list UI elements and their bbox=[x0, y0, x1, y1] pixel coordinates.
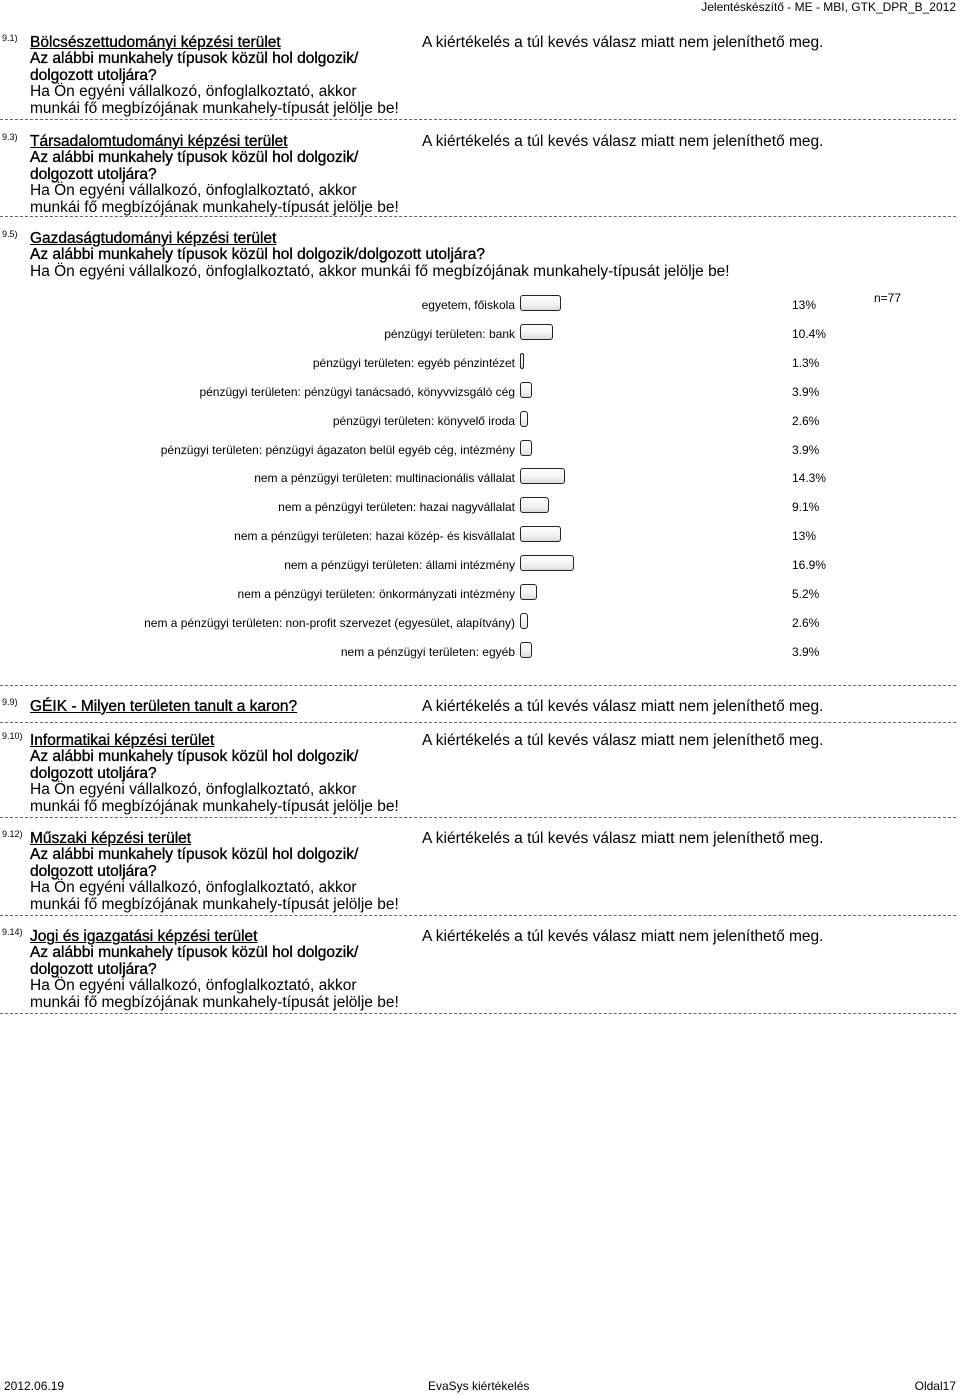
chart-category-label: pénzügyi területen: bank bbox=[384, 326, 515, 341]
chart-bar bbox=[520, 353, 524, 369]
question-prompt: Az alábbi munkahely típusok közül hol dolgozik/ bbox=[30, 748, 359, 766]
insufficient-responses-notice: A kiértékelés a túl kevés válasz miatt nem jeleníthető meg. bbox=[422, 34, 824, 51]
insufficient-responses-notice: A kiértékelés a túl kevés válasz miatt nem jeleníthető meg. bbox=[422, 133, 824, 150]
chart-value-label: 13% bbox=[792, 298, 817, 312]
chart-row bbox=[0, 555, 960, 575]
chart-category-label: nem a pénzügyi területen: non-profit szervezet (egyesület, alapítvány) bbox=[144, 615, 515, 630]
chart-bar bbox=[520, 411, 528, 427]
chart-value-label: 10.4% bbox=[792, 326, 827, 341]
chart-row bbox=[0, 526, 960, 546]
question-number: 9.12) bbox=[2, 829, 23, 839]
chart-value-label: 13% bbox=[792, 529, 817, 544]
chart-row bbox=[0, 584, 960, 604]
chart-value-label: 2.6% bbox=[792, 615, 820, 630]
chart-bar bbox=[520, 555, 574, 571]
question-title: Jogi és igazgatási képzési terület bbox=[30, 928, 258, 945]
chart-bar bbox=[520, 584, 537, 600]
question-instruction-cont: munkái fő megbízójának munkahely-típusát jelölje be! bbox=[30, 198, 399, 216]
question-instruction-cont: munkái fő megbízójának munkahely-típusát jelölje be! bbox=[30, 993, 399, 1011]
insufficient-responses-notice: A kiértékelés a túl kevés válasz miatt nem jeleníthető meg. bbox=[422, 732, 824, 749]
question-instruction-cont: munkái fő megbízójának munkahely-típusát jelölje be! bbox=[30, 99, 399, 117]
question-title: GÉIK - Milyen területen tanult a karon? bbox=[30, 698, 298, 715]
chart-row bbox=[0, 440, 960, 460]
chart-bar bbox=[520, 382, 532, 398]
insufficient-responses-notice: A kiértékelés a túl kevés válasz miatt nem jeleníthető meg. bbox=[422, 830, 824, 847]
chart-bar bbox=[520, 642, 532, 658]
question-prompt: Az alábbi munkahely típusok közül hol dolgozik/dolgozott utoljára? bbox=[30, 246, 485, 264]
chart-value-label: 16.9% bbox=[792, 558, 827, 573]
chart-bar bbox=[520, 497, 549, 513]
chart-bar bbox=[520, 324, 553, 340]
insufficient-responses-notice: A kiértékelés a túl kevés válasz miatt nem jeleníthető meg. bbox=[422, 698, 824, 715]
chart-category-label: pénzügyi területen: egyéb pénzintézet bbox=[312, 355, 515, 370]
sample-size-label: n=77 bbox=[874, 291, 902, 305]
question-instruction: Ha Ön egyéni vállalkozó, önfoglalkoztató, akkor bbox=[30, 83, 357, 101]
chart-category-label: nem a pénzügyi területen: hazai nagyvállalat bbox=[278, 500, 515, 515]
question-text bbox=[30, 35, 399, 117]
question-title: Informatikai képzési terület bbox=[30, 732, 215, 749]
question-text bbox=[30, 929, 399, 1011]
question-number: 9.5) bbox=[2, 229, 18, 239]
question-instruction: Ha Ön egyéni vállalkozó, önfoglalkoztató, akkor munkái fő megbízójának munkahely-típusát jelölje be! bbox=[30, 262, 730, 280]
chart-bar bbox=[520, 613, 528, 629]
chart-value-label: 3.9% bbox=[792, 442, 820, 457]
question-prompt-cont: dolgozott utoljára? bbox=[30, 960, 157, 978]
chart-bar bbox=[520, 295, 561, 311]
chart-category-label: egyetem, főiskola bbox=[421, 298, 515, 312]
chart-category-label: nem a pénzügyi területen: hazai közép- és kisvállalat bbox=[234, 529, 515, 544]
question-prompt-cont: dolgozott utoljára? bbox=[30, 862, 157, 880]
chart-category-label: nem a pénzügyi területen: önkormányzati intézmény bbox=[237, 587, 515, 601]
chart-row bbox=[0, 468, 960, 488]
section-divider bbox=[0, 1013, 956, 1014]
chart-value-label: 3.9% bbox=[792, 644, 820, 659]
chart-row bbox=[0, 411, 960, 431]
chart-value-label: 3.9% bbox=[792, 384, 820, 399]
question-instruction-cont: munkái fő megbízójának munkahely-típusát jelölje be! bbox=[30, 895, 399, 913]
chart-value-label: 2.6% bbox=[792, 413, 820, 428]
question-title: Bölcsészettudományi képzési terület bbox=[30, 34, 281, 51]
footer-title: EvaSys kiértékelés bbox=[428, 1379, 530, 1393]
question-prompt: Az alábbi munkahely típusok közül hol dolgozik/ bbox=[30, 846, 359, 864]
question-text bbox=[30, 231, 950, 280]
chart-row bbox=[0, 353, 960, 373]
chart-category-label: nem a pénzügyi területen: multinacionális vállalat bbox=[254, 471, 515, 486]
chart-row bbox=[0, 324, 960, 344]
chart-row bbox=[0, 382, 960, 402]
question-prompt: Az alábbi munkahely típusok közül hol dolgozik/ bbox=[30, 944, 359, 962]
chart-row bbox=[0, 642, 960, 662]
question-text bbox=[30, 733, 399, 815]
footer-date: 2012.06.19 bbox=[4, 1379, 65, 1393]
chart-value-label: 14.3% bbox=[792, 471, 827, 486]
question-number: 9.10) bbox=[2, 731, 23, 741]
report-header-title: Jelentéskészítő - ME - MBI, GTK_DPR_B_2012 bbox=[701, 0, 956, 14]
question-instruction: Ha Ön egyéni vállalkozó, önfoglalkoztató, akkor bbox=[30, 977, 357, 995]
chart-category-label: pénzügyi területen: pénzügyi ágazaton belül egyéb cég, intézmény bbox=[160, 442, 515, 457]
question-number: 9.1) bbox=[2, 33, 18, 43]
question-instruction: Ha Ön egyéni vállalkozó, önfoglalkoztató, akkor bbox=[30, 781, 357, 799]
question-text bbox=[30, 134, 399, 216]
chart-row bbox=[0, 613, 960, 633]
insufficient-responses-notice: A kiértékelés a túl kevés válasz miatt nem jeleníthető meg. bbox=[422, 928, 824, 945]
chart-category-label: pénzügyi területen: pénzügyi tanácsadó, könyvvizsgáló cég bbox=[199, 384, 515, 399]
question-title: Gazdaságtudományi képzési terület bbox=[30, 230, 277, 247]
question-title: Társadalomtudományi képzési terület bbox=[30, 133, 288, 150]
question-prompt: Az alábbi munkahely típusok közül hol dolgozik/ bbox=[30, 50, 359, 68]
question-number: 9.14) bbox=[2, 927, 23, 937]
chart-category-label: nem a pénzügyi területen: állami intézmény bbox=[284, 558, 515, 573]
question-text bbox=[30, 699, 297, 715]
chart-value-label: 1.3% bbox=[792, 355, 820, 370]
chart-category-label: nem a pénzügyi területen: egyéb bbox=[340, 644, 515, 659]
question-text bbox=[30, 831, 399, 913]
question-instruction: Ha Ön egyéni vállalkozó, önfoglalkoztató, akkor bbox=[30, 879, 357, 897]
question-number: 9.9) bbox=[2, 697, 18, 707]
chart-value-label: 5.2% bbox=[792, 587, 820, 601]
question-title: Műszaki képzési terület bbox=[30, 830, 192, 847]
chart-bar bbox=[520, 468, 565, 484]
chart-bar bbox=[520, 440, 532, 456]
question-instruction: Ha Ön egyéni vállalkozó, önfoglalkoztató, akkor bbox=[30, 182, 357, 200]
question-prompt-cont: dolgozott utoljára? bbox=[30, 66, 157, 84]
section-divider bbox=[0, 722, 956, 723]
question-instruction-cont: munkái fő megbízójának munkahely-típusát jelölje be! bbox=[30, 797, 399, 815]
section-divider bbox=[0, 915, 956, 916]
section-divider bbox=[0, 119, 956, 120]
chart-category-label: pénzügyi területen: könyvelő iroda bbox=[332, 413, 515, 428]
chart-row bbox=[0, 497, 960, 517]
question-prompt-cont: dolgozott utoljára? bbox=[30, 764, 157, 782]
section-divider bbox=[0, 817, 956, 818]
question-prompt-cont: dolgozott utoljára? bbox=[30, 165, 157, 183]
footer-page-number: Oldal17 bbox=[914, 1379, 956, 1393]
chart-row bbox=[0, 295, 960, 315]
question-number: 9.3) bbox=[2, 132, 18, 142]
section-divider bbox=[0, 216, 956, 217]
question-prompt: Az alábbi munkahely típusok közül hol dolgozik/ bbox=[30, 149, 359, 167]
chart-value-label: 9.1% bbox=[792, 500, 820, 515]
section-divider bbox=[0, 685, 956, 686]
chart-bar bbox=[520, 526, 561, 542]
